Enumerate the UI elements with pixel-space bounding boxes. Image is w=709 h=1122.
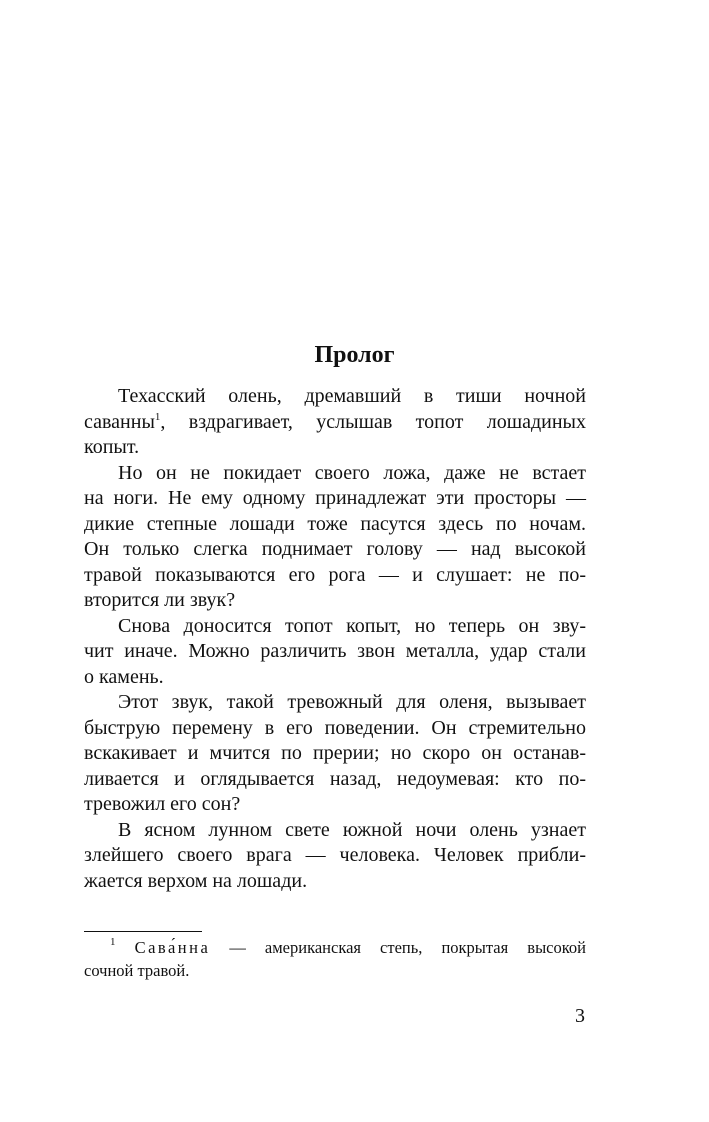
chapter-title: Пролог	[314, 342, 395, 368]
text-line	[84, 410, 586, 436]
paragraph-5	[84, 818, 586, 895]
text-line: В ясном лунном свете южной ночи олень узнает	[118, 818, 586, 841]
text-line: чит иначе. Можно различить звон металла, удар стали	[84, 640, 586, 662]
paragraph-1	[84, 384, 586, 461]
footnote-divider	[84, 931, 202, 932]
text-line: Снова доносится топот копыт, но теперь он зву-	[118, 614, 586, 637]
text-line: тревожил его сон?	[84, 793, 241, 815]
text-line: травой показываются его рога — и слушает: не по-	[84, 563, 586, 586]
text-fragment: саванны	[84, 410, 155, 433]
text-line: копыт.	[84, 436, 140, 458]
text-line: быструю перемену в его поведении. Он стремительно	[84, 716, 586, 739]
text-line: злейшего своего врага — человека. Человек прибли-	[84, 844, 586, 866]
chapter-body	[84, 384, 586, 894]
text-line: дикие степные лошади тоже пасутся здесь по ночам.	[84, 512, 586, 535]
text-line: Он только слегка поднимает голову — над высокой	[84, 538, 586, 560]
text-line: Но он не покидает своего ложа, даже не встает	[118, 461, 586, 484]
text-line: жается верхом на лошади.	[84, 869, 308, 892]
paragraph-4	[84, 690, 586, 818]
footnote	[84, 936, 586, 982]
paragraph-2	[84, 461, 586, 614]
footnote-line: сочной травой.	[84, 961, 190, 980]
text-fragment: , вздрагивает, услышав топот лошадиных	[160, 410, 586, 433]
footnote-definition: — американская степь, покрытая высокой	[210, 938, 586, 957]
paragraph-3	[84, 614, 586, 691]
text-line: вторится ли звук?	[84, 589, 236, 611]
text-line: Этот звук, такой тревожный для оленя, вызывает	[118, 691, 586, 713]
text-line: вскакивает и мчится по прерии; но скоро он останав-	[84, 742, 586, 764]
footnote-term: Сава́нна	[134, 938, 211, 957]
text-line: на ноги. Не ему одному принадлежат эти просторы —	[84, 487, 586, 509]
footnote-marker: 1	[110, 936, 116, 948]
footnote-reference[interactable]: 1	[154, 410, 161, 423]
text-line: Техасский олень, дремавший в тиши ночной	[118, 385, 586, 407]
page-number: 3	[575, 1005, 585, 1027]
text-line: ливается и оглядывается назад, недоумевая: кто по-	[84, 767, 586, 790]
text-line: о камень.	[84, 665, 164, 688]
footnote-line	[84, 936, 586, 959]
